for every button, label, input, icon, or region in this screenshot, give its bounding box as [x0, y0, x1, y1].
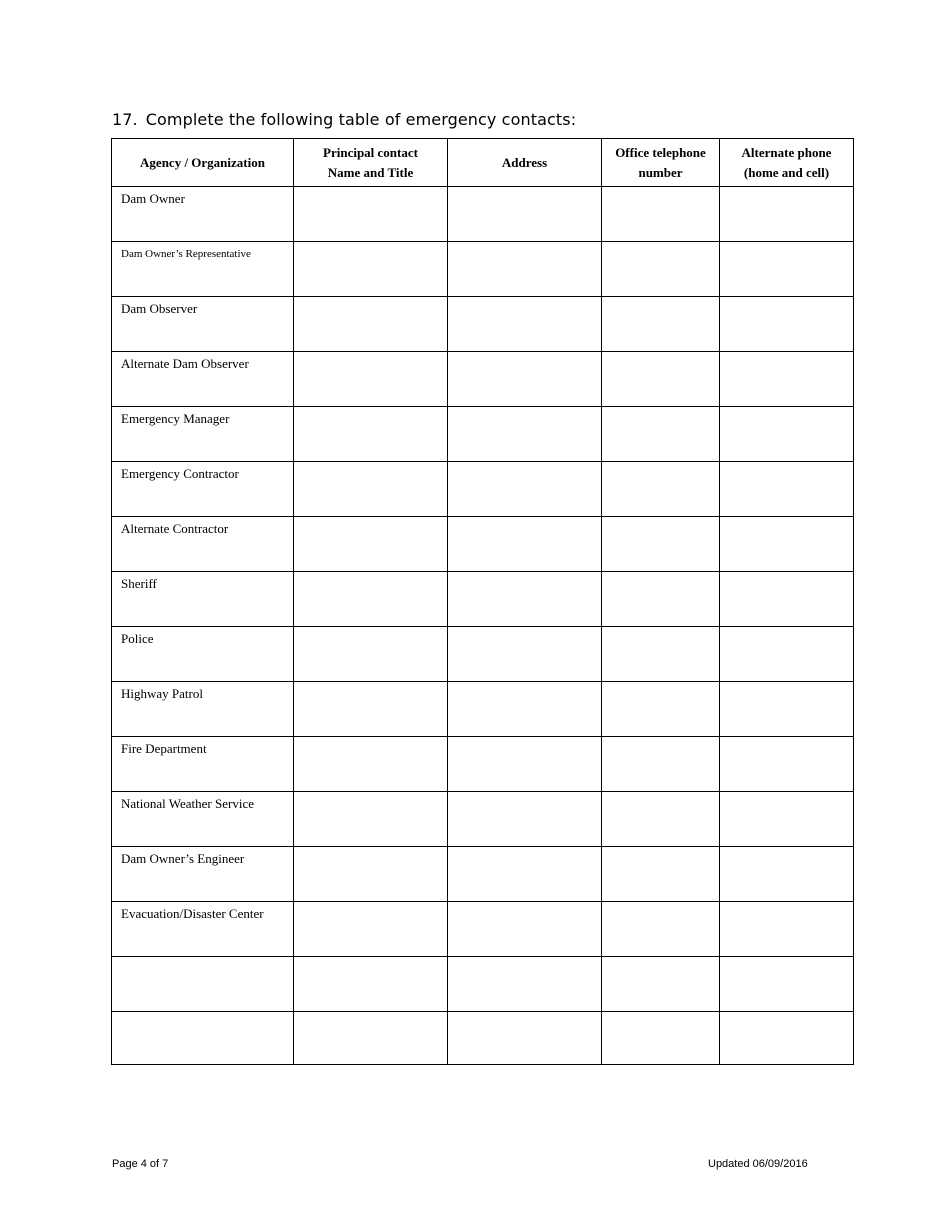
agency-cell [112, 462, 294, 517]
office-telephone-cell[interactable] [602, 627, 720, 682]
agency-label: Alternate Dam Observer [121, 356, 249, 371]
alternate-phone-cell[interactable] [720, 297, 854, 352]
table-row [112, 242, 854, 297]
address-cell[interactable] [448, 352, 602, 407]
agency-label: Dam Owner’s Engineer [121, 851, 245, 866]
address-cell[interactable] [448, 792, 602, 847]
table-row [112, 297, 854, 352]
office-telephone-cell[interactable] [602, 1012, 720, 1065]
agency-label: Sheriff [121, 576, 157, 591]
header-address: Address [448, 139, 602, 187]
principal-contact-cell[interactable] [294, 462, 448, 517]
address-cell[interactable] [448, 627, 602, 682]
table-row [112, 627, 854, 682]
alternate-phone-cell[interactable] [720, 682, 854, 737]
page-number: Page 4 of 7 [112, 1158, 169, 1170]
office-telephone-cell[interactable] [602, 297, 720, 352]
question-17 [112, 110, 576, 129]
alternate-phone-cell[interactable] [720, 737, 854, 792]
principal-contact-cell[interactable] [294, 957, 448, 1012]
principal-contact-cell[interactable] [294, 1012, 448, 1065]
alternate-phone-cell[interactable] [720, 627, 854, 682]
table-row [112, 187, 854, 242]
agency-label: Alternate Contractor [121, 521, 229, 536]
address-cell[interactable] [448, 902, 602, 957]
agency-cell[interactable] [112, 957, 294, 1012]
principal-contact-cell[interactable] [294, 242, 448, 297]
table-row [112, 517, 854, 572]
agency-cell [112, 682, 294, 737]
agency-label [112, 1012, 293, 1016]
emergency-contacts-table [111, 138, 854, 1065]
principal-contact-cell[interactable] [294, 187, 448, 242]
address-cell[interactable] [448, 682, 602, 737]
table-row [112, 737, 854, 792]
agency-label: Dam Observer [121, 301, 198, 316]
agency-cell[interactable] [112, 1012, 294, 1065]
principal-contact-cell[interactable] [294, 352, 448, 407]
table-row [112, 847, 854, 902]
agency-label: National Weather Service [121, 796, 254, 811]
office-telephone-cell[interactable] [602, 517, 720, 572]
address-cell[interactable] [448, 462, 602, 517]
alternate-phone-cell[interactable] [720, 407, 854, 462]
address-cell[interactable] [448, 957, 602, 1012]
question-text: Complete the following table of emergency contacts: [145, 110, 577, 129]
updated-date: Updated 06/09/2016 [708, 1158, 808, 1170]
alternate-phone-cell[interactable] [720, 847, 854, 902]
header-alternate-phone: Alternate phone (home and cell) [720, 139, 854, 187]
alternate-phone-cell[interactable] [720, 572, 854, 627]
address-cell[interactable] [448, 572, 602, 627]
header-agency: Agency / Organization [112, 139, 294, 187]
table-row [112, 902, 854, 957]
agency-label: Dam Owner [121, 191, 185, 206]
question-number: 17. [112, 110, 138, 129]
alternate-phone-cell[interactable] [720, 902, 854, 957]
principal-contact-cell[interactable] [294, 847, 448, 902]
table-row [112, 462, 854, 517]
table-row [112, 572, 854, 627]
agency-label: Emergency Contractor [121, 466, 239, 481]
principal-contact-cell[interactable] [294, 682, 448, 737]
agency-cell [112, 847, 294, 902]
table-row [112, 957, 854, 1012]
alternate-phone-cell[interactable] [720, 957, 854, 1012]
address-cell[interactable] [448, 517, 602, 572]
header-principal-contact: Principal contact Name and Title [294, 139, 448, 187]
office-telephone-cell[interactable] [602, 792, 720, 847]
agency-cell [112, 407, 294, 462]
office-telephone-cell[interactable] [602, 242, 720, 297]
table-row [112, 352, 854, 407]
office-telephone-cell[interactable] [602, 407, 720, 462]
principal-contact-cell[interactable] [294, 902, 448, 957]
agency-label: Police [121, 631, 154, 646]
office-telephone-cell[interactable] [602, 737, 720, 792]
table-row [112, 407, 854, 462]
alternate-phone-cell[interactable] [720, 1012, 854, 1065]
address-cell[interactable] [448, 1012, 602, 1065]
office-telephone-cell[interactable] [602, 572, 720, 627]
principal-contact-cell[interactable] [294, 792, 448, 847]
principal-contact-cell[interactable] [294, 297, 448, 352]
agency-label: Emergency Manager [121, 411, 230, 426]
table-row [112, 792, 854, 847]
principal-contact-cell[interactable] [294, 572, 448, 627]
agency-cell [112, 627, 294, 682]
address-cell[interactable] [448, 187, 602, 242]
alternate-phone-cell[interactable] [720, 187, 854, 242]
address-cell[interactable] [448, 242, 602, 297]
agency-label: Highway Patrol [121, 686, 203, 701]
alternate-phone-cell[interactable] [720, 352, 854, 407]
address-cell[interactable] [448, 407, 602, 462]
table-row [112, 682, 854, 737]
office-telephone-cell[interactable] [602, 902, 720, 957]
alternate-phone-cell[interactable] [720, 792, 854, 847]
agency-cell [112, 352, 294, 407]
address-cell[interactable] [448, 297, 602, 352]
header-office-telephone: Office telephone number [602, 139, 720, 187]
agency-cell [112, 902, 294, 957]
agency-label: Dam Owner’s Representative [121, 248, 251, 260]
agency-cell [112, 517, 294, 572]
agency-cell [112, 792, 294, 847]
agency-cell [112, 187, 294, 242]
agency-cell [112, 572, 294, 627]
agency-label: Evacuation/Disaster Center [121, 906, 264, 921]
office-telephone-cell[interactable] [602, 682, 720, 737]
alternate-phone-cell[interactable] [720, 517, 854, 572]
office-telephone-cell[interactable] [602, 187, 720, 242]
address-cell[interactable] [448, 847, 602, 902]
agency-label: Fire Department [121, 741, 207, 756]
principal-contact-cell[interactable] [294, 407, 448, 462]
agency-cell [112, 737, 294, 792]
principal-contact-cell[interactable] [294, 517, 448, 572]
office-telephone-cell[interactable] [602, 847, 720, 902]
alternate-phone-cell[interactable] [720, 242, 854, 297]
office-telephone-cell[interactable] [602, 352, 720, 407]
principal-contact-cell[interactable] [294, 627, 448, 682]
principal-contact-cell[interactable] [294, 737, 448, 792]
table-header-row [112, 139, 854, 187]
office-telephone-cell[interactable] [602, 462, 720, 517]
agency-cell [112, 242, 294, 297]
office-telephone-cell[interactable] [602, 957, 720, 1012]
alternate-phone-cell[interactable] [720, 462, 854, 517]
agency-cell [112, 297, 294, 352]
table-row [112, 1012, 854, 1065]
agency-label [112, 957, 293, 961]
address-cell[interactable] [448, 737, 602, 792]
